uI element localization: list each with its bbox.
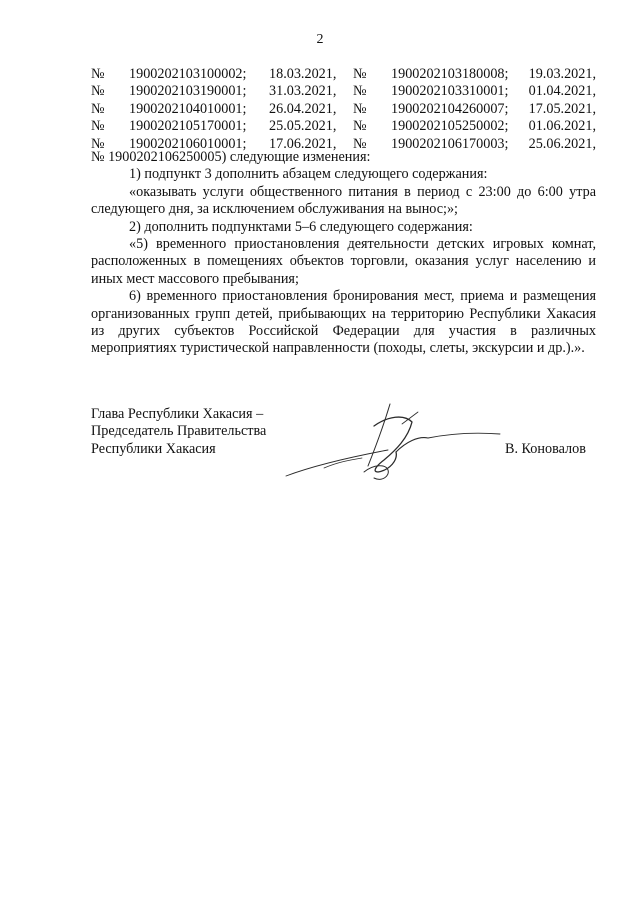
registration-number: 1900202104260007; [391, 100, 509, 117]
amendment-item-2: 2) дополнить подпунктами 5–6 следующего содержания: [129, 218, 473, 235]
registration-number: 1900202103190001; [129, 83, 247, 100]
registration-date: 19.03.2021, [528, 66, 596, 82]
registration-numbers-table [91, 66, 596, 153]
amendment-subpoint-6: 6) временного приостановления бронирования мест, приема и размещения организованных групп детей, прибывающих на территорию Республики Хакасия из других субъектов Российской Федерации для участия в различных мероприятиях туристической направленности (походы, слеты, экскурсии и др.).». [91, 288, 596, 357]
registration-number: 1900202104010001; [129, 100, 247, 117]
signatory-title-line: Председатель Правительства [91, 423, 267, 440]
registration-row [91, 101, 596, 118]
amendment-quote-1: «оказывать услуги общественного питания в период с 23:00 до 6:00 утра следующего дня, за исключением обслуживания на вынос;»; [91, 183, 596, 218]
registration-date: 17.06.2021, [269, 135, 337, 152]
registration-row [91, 118, 596, 135]
number-sign: № [91, 118, 105, 135]
handwritten-signature [278, 398, 508, 494]
registration-date: 01.04.2021, [528, 83, 596, 100]
registration-date: 17.05.2021, [528, 100, 596, 117]
registration-date: 25.06.2021, [528, 135, 596, 152]
registration-number: 1900202103310001; [391, 83, 509, 100]
registration-tail-line: № 1900202106250005) следующие изменения: [91, 149, 371, 165]
number-sign: № [353, 66, 367, 82]
registration-date: 01.06.2021, [528, 118, 596, 135]
number-sign: № [91, 66, 105, 82]
registration-number: 1900202106170003; [391, 135, 509, 152]
amendment-item-1: 1) подпункт 3 дополнить абзацем следующего содержания: [129, 166, 488, 183]
number-sign: № [353, 100, 367, 117]
registration-date: 31.03.2021, [269, 83, 337, 100]
registration-row [91, 83, 596, 100]
signatory-title [91, 406, 266, 458]
document-body [91, 149, 596, 358]
page-number: 2 [316, 32, 324, 47]
signatory-name: В. Коновалов [505, 441, 586, 457]
number-sign: № [353, 83, 367, 100]
registration-number: 1900202105170001; [129, 118, 247, 135]
number-sign: № [91, 135, 105, 152]
number-sign: № [91, 100, 105, 117]
signatory-title-line: Республики Хакасия [91, 440, 216, 457]
amendment-subpoint-5: «5) временного приостановления деятельности детских игровых комнат, расположенных в помещениях объектов торговли, оказания услуг населению и иных мест массового пребывания; [91, 236, 596, 287]
registration-number: 1900202105250002; [391, 118, 509, 135]
registration-date: 25.05.2021, [269, 118, 337, 135]
signatory-title-line: Глава Республики Хакасия – [91, 406, 264, 422]
number-sign: № [353, 118, 367, 135]
registration-number: 1900202103180008; [391, 66, 509, 82]
registration-number: 1900202103100002; [129, 66, 247, 82]
number-sign: № [353, 135, 367, 152]
registration-date: 18.03.2021, [269, 66, 337, 82]
registration-number: 1900202106010001; [129, 135, 247, 152]
registration-row [91, 66, 596, 83]
registration-date: 26.04.2021, [269, 100, 337, 117]
number-sign: № [91, 83, 105, 100]
